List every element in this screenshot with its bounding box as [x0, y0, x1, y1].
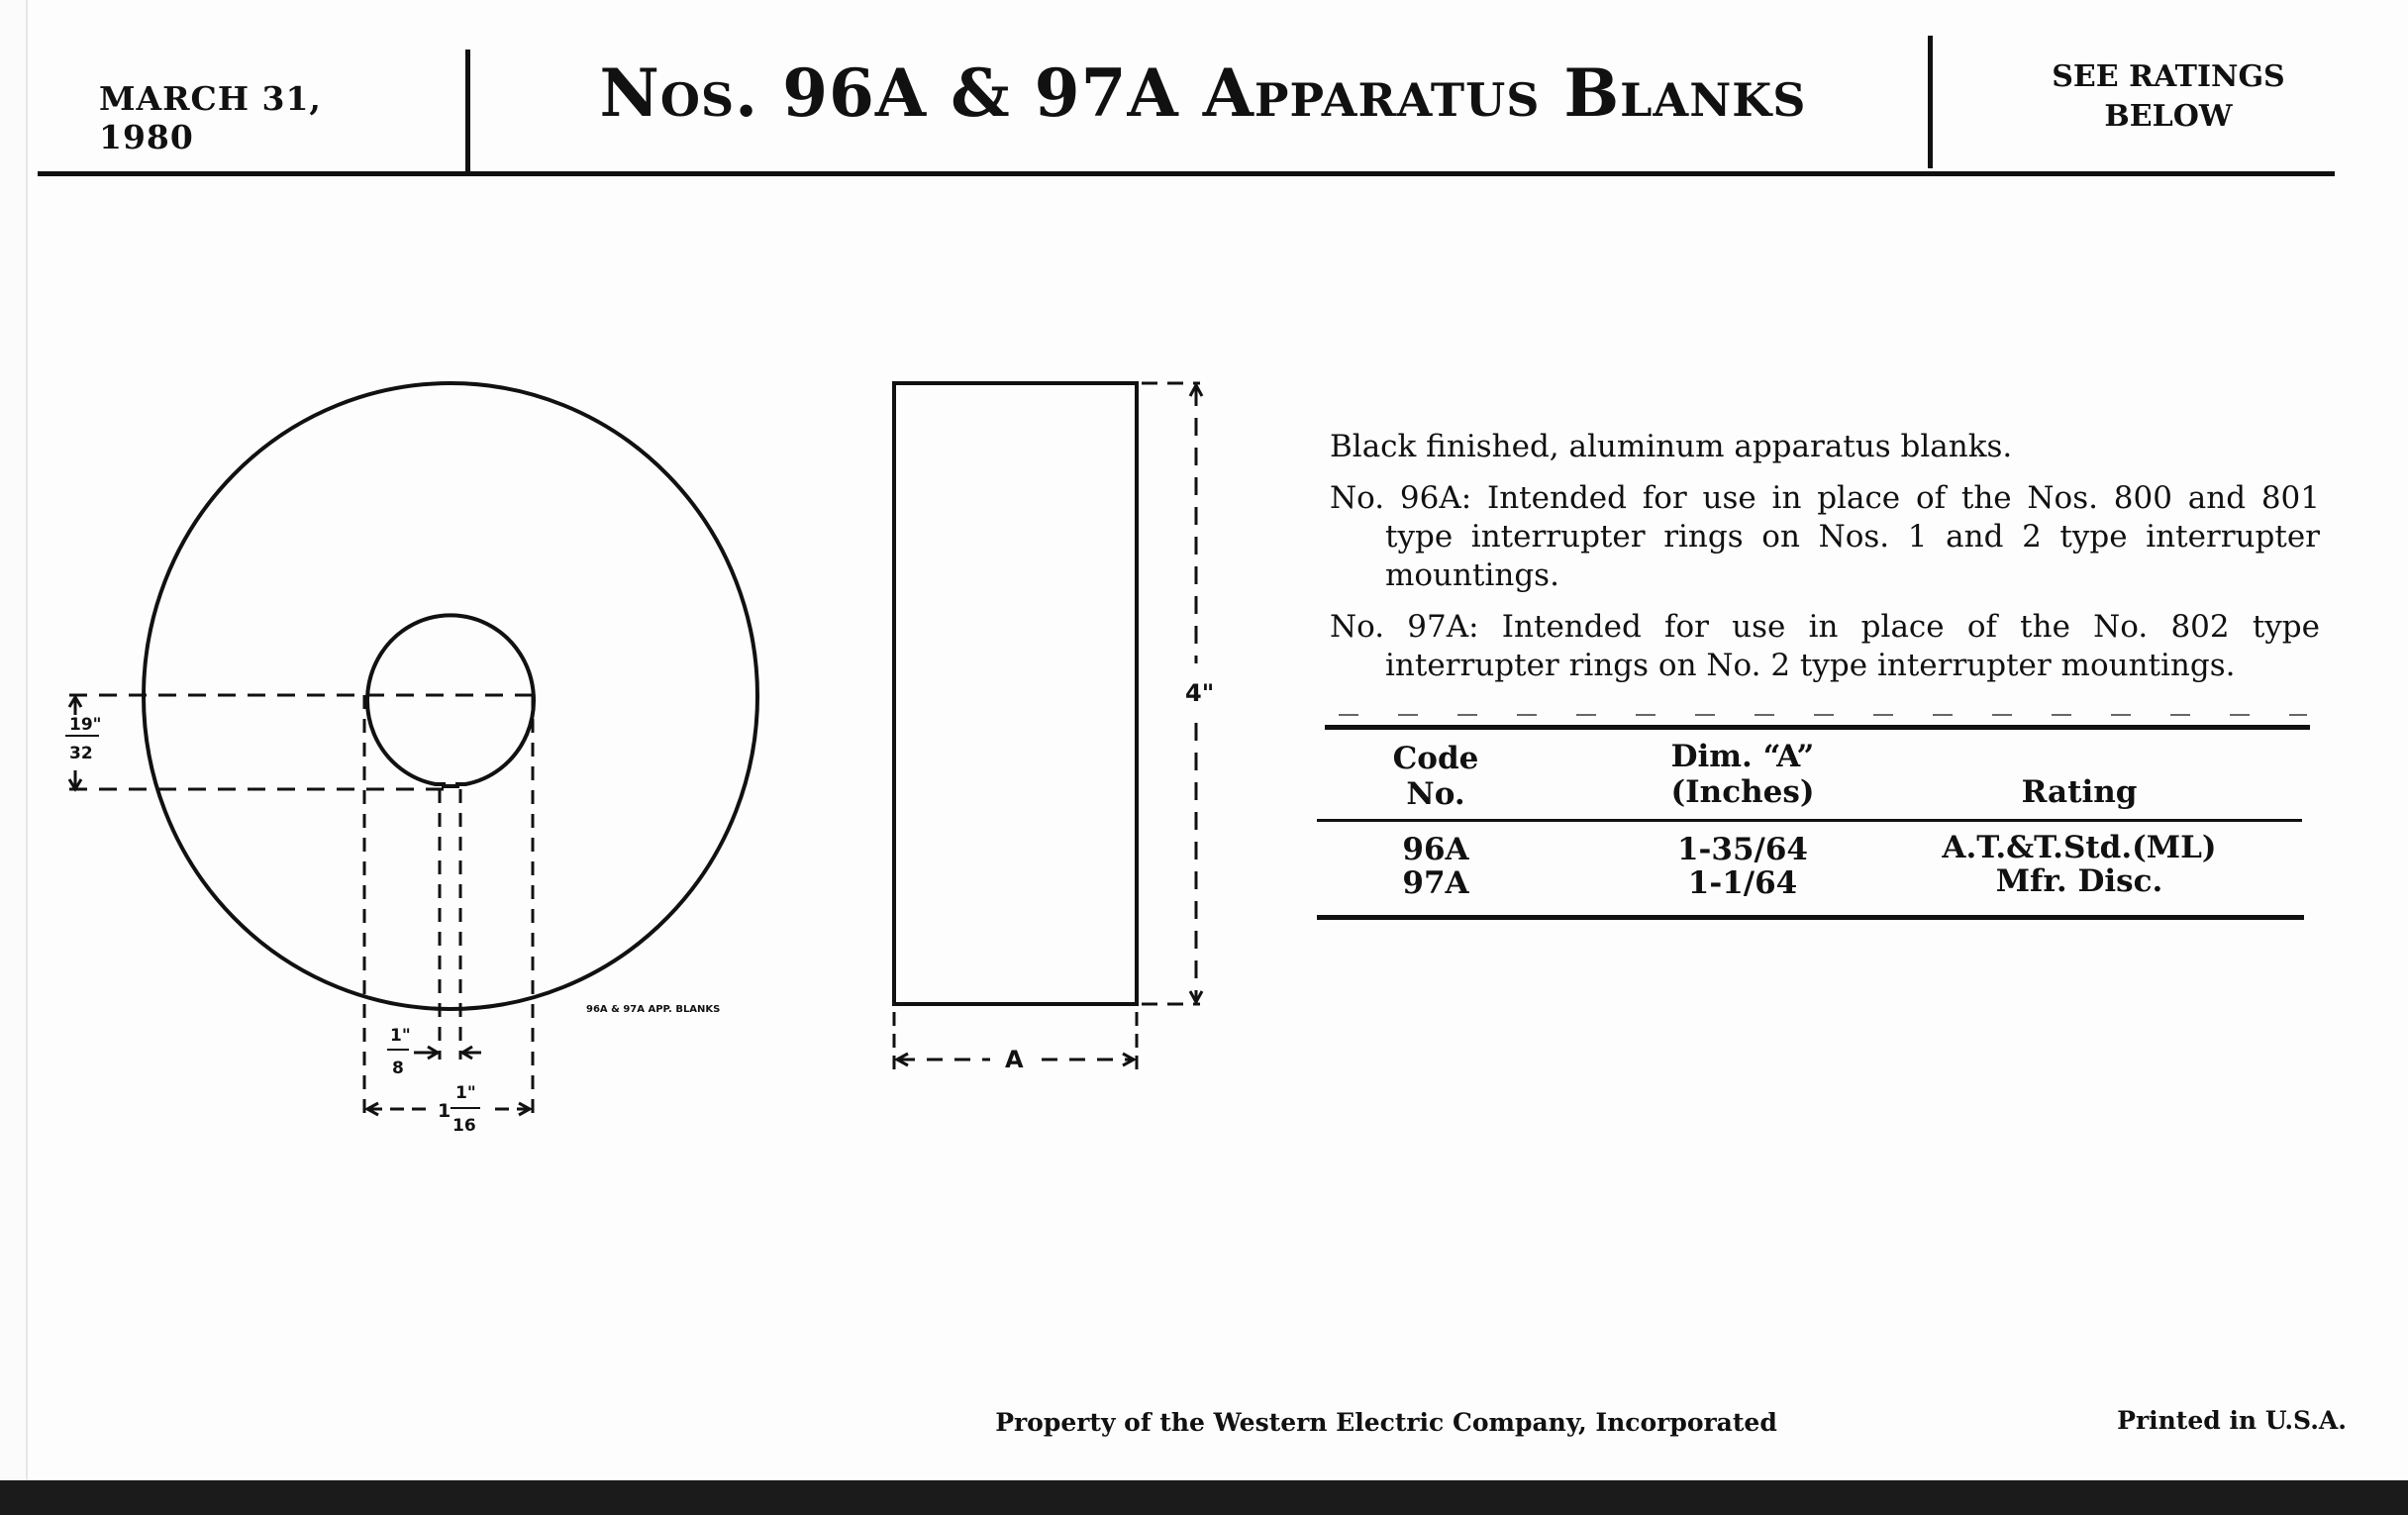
hole-dim-denominator: 32 — [69, 744, 93, 763]
side-view-outline — [894, 383, 1137, 1004]
slot-dimension-arrows — [414, 1047, 481, 1059]
page-title: Nos. 96A & 97A Apparatus Blanks — [599, 54, 1807, 132]
scan-bottom-border — [0, 1480, 2408, 1515]
table-cell-dim: 1-1/64 — [1687, 865, 1798, 901]
col-header-dim-line2: (Inches) — [1670, 774, 1815, 810]
table-cell-rating: Mfr. Disc. — [1995, 863, 2163, 899]
slot-dim-numerator: 1" — [390, 1026, 411, 1046]
col-header-code-line2: No. — [1406, 776, 1465, 812]
key-dim-whole: 1 — [438, 1100, 452, 1122]
footer-property-notice: Property of the Western Electric Company, Incorporated — [995, 1408, 1777, 1437]
table-cell-dim: 1-35/64 — [1676, 832, 1809, 867]
height-dim-label: 4" — [1185, 679, 1215, 707]
table-cell-code: 97A — [1402, 865, 1469, 901]
hole-dimension-extension-lines — [69, 695, 535, 789]
width-dim-label: A — [1005, 1046, 1024, 1073]
description-block — [1330, 428, 2320, 698]
col-header-code — [1337, 741, 1535, 812]
table-rule-header — [1317, 819, 2302, 822]
table-rule-bottom — [1317, 915, 2304, 920]
description-96a: No. 96A: Intended for use in place of the Nos. 800 and 801 type interrupter rings on Nos. 1 and 2 type interrupter mountings. — [1330, 480, 2320, 593]
col-header-dim — [1594, 739, 1891, 810]
table-rule-top — [1325, 725, 2310, 730]
col-header-rating: Rating — [2021, 774, 2138, 810]
footer-printed-in: Printed in U.S.A. — [2117, 1406, 2347, 1435]
center-hole-outline — [367, 615, 534, 786]
slot-dim-denominator: 8 — [392, 1059, 404, 1078]
drawing-caption: 96A & 97A APP. BLANKS — [586, 1004, 721, 1015]
description-97a: No. 97A: Intended for use in place of the No. 802 type interrupter rings on No. 2 type interrupter mountings. — [1330, 609, 2320, 683]
header-date: MARCH 31, 1980 — [99, 79, 322, 156]
table-cell-code: 96A — [1402, 832, 1469, 867]
description-intro: Black finished, aluminum apparatus blanks. — [1330, 429, 2013, 464]
col-header-code-line1: Code — [1392, 741, 1479, 776]
key-dim-denominator: 16 — [452, 1116, 476, 1136]
table-cell-rating: A.T.&T.Std.(ML) — [1942, 830, 2217, 865]
key-dim-numerator: 1" — [455, 1083, 476, 1103]
col-header-dim-line1: Dim. “A” — [1670, 739, 1815, 774]
hole-dim-numerator: 19" — [69, 715, 102, 735]
outer-disc-outline — [144, 383, 757, 1009]
rating-note-line1: SEE RATINGS — [2052, 59, 2285, 94]
rating-note-line2: BELOW — [2104, 99, 2233, 134]
